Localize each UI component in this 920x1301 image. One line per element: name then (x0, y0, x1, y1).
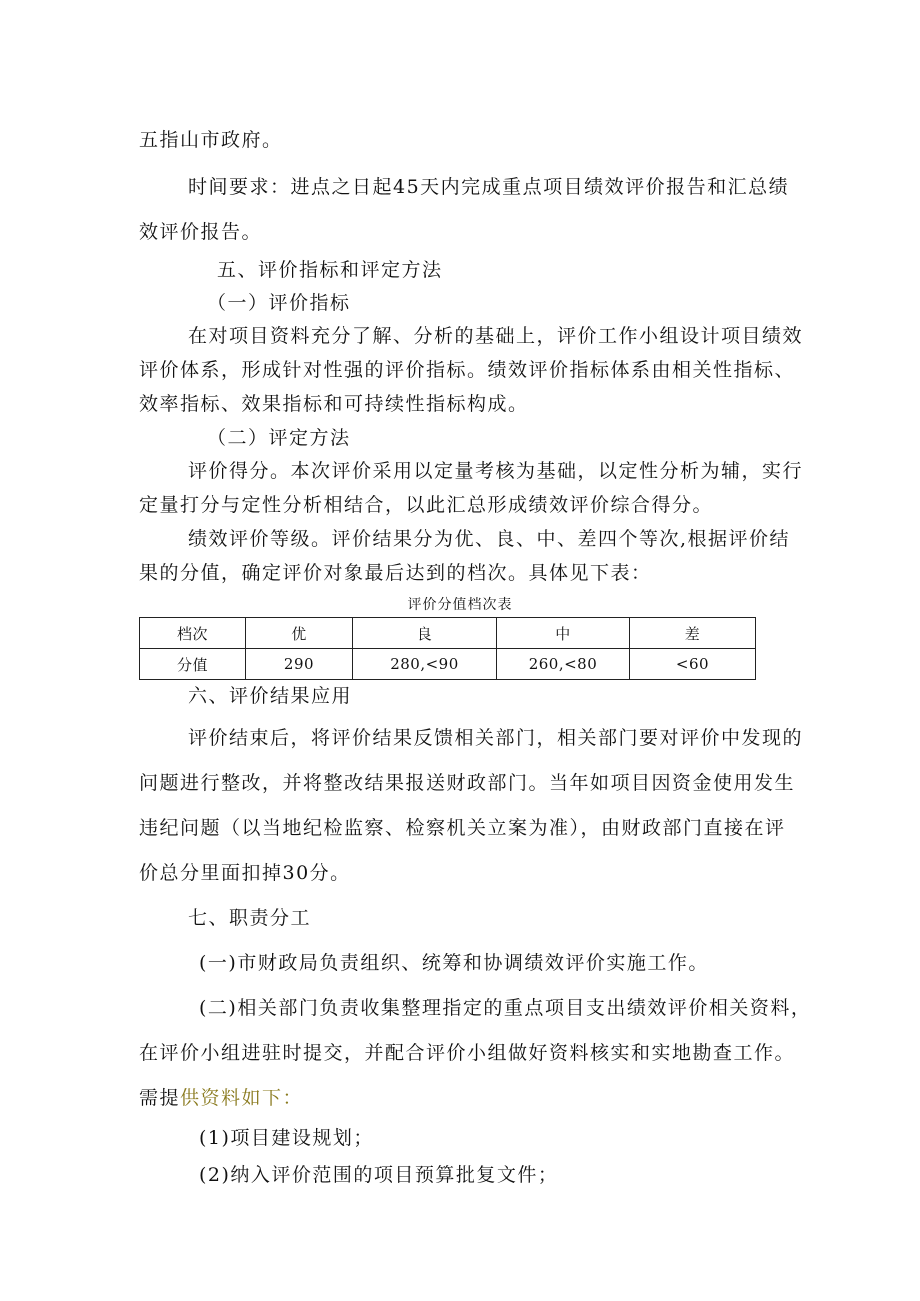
text-segment: 需提 (139, 1087, 181, 1109)
paragraph-line: 违纪问题（以当地纪检监察、检察机关立案为准），由财政部门直接在评 (139, 817, 786, 839)
paragraph-line: 价总分里面扣掉30分。 (139, 862, 351, 884)
paragraph-line: 效评价报告。 (139, 221, 263, 243)
section-heading: 五、评价指标和评定方法 (217, 259, 443, 281)
paragraph-line: 定量打分与定性分析相结合，以此汇总形成绩效评价综合得分。 (139, 494, 714, 516)
table-cell: 260,<80 (497, 649, 630, 680)
table-cell: 分值 (140, 649, 246, 680)
paragraph-line: 评价体系，形成针对性强的评价指标。绩效评价指标体系由相关性指标、 (139, 359, 796, 381)
table-cell: 290 (246, 649, 353, 680)
grade-table (139, 617, 756, 680)
paragraph-line: 在对项目资料充分了解、分析的基础上，评价工作小组设计项目绩效 (188, 325, 804, 347)
paragraph-line: 效率指标、效果指标和可持续性指标构成。 (139, 393, 529, 415)
paragraph-line: 评价得分。本次评价采用以定量考核为基础，以定性分析为辅，实行 (188, 460, 804, 482)
paragraph-line: 在评价小组进驻时提交，并配合评价小组做好资料核实和实地勘查工作。 (139, 1042, 796, 1064)
paragraph-line: (一)市财政局负责组织、统筹和协调绩效评价实施工作。 (199, 952, 709, 974)
paragraph-line: 评价结束后，将评价结果反馈相关部门，相关部门要对评价中发现的 (188, 727, 804, 749)
paragraph-line: 绩效评价等级。评价结果分为优、良、中、差四个等次,根据评价结 (188, 528, 791, 550)
table-header-row (140, 618, 756, 649)
table-cell: <60 (630, 649, 756, 680)
table-row (140, 649, 756, 680)
subsection-heading: （二）评定方法 (207, 427, 351, 449)
subsection-heading: （一）评价指标 (207, 292, 351, 314)
table-cell: 优 (246, 618, 353, 649)
table-cell: 良 (353, 618, 497, 649)
paragraph-line: 果的分值，确定评价对象最后达到的档次。具体见下表： (139, 562, 652, 584)
highlighted-text: 供资料如下： (180, 1087, 304, 1109)
paragraph-line: (二)相关部门负责收集整理指定的重点项目支出绩效评价相关资料， (199, 997, 812, 1019)
paragraph-line: 时间要求：进点之日起45天内完成重点项目绩效评价报告和汇总绩 (188, 176, 790, 198)
table-cell: 差 (630, 618, 756, 649)
table-cell: 280,<90 (353, 649, 497, 680)
list-item: (1)项目建设规划； (199, 1127, 374, 1149)
list-item: (2)纳入评价范围的项目预算批复文件； (199, 1164, 559, 1186)
table-cell: 中 (497, 618, 630, 649)
paragraph-line (139, 1086, 303, 1110)
section-heading: 六、评价结果应用 (188, 685, 353, 707)
paragraph-line: 五指山市政府。 (139, 129, 283, 151)
table-cell: 档次 (140, 618, 246, 649)
paragraph-line: 问题进行整改，并将整改结果报送财政部门。当年如项目因资金使用发生 (139, 772, 796, 794)
section-heading: 七、职责分工 (188, 907, 312, 929)
table-caption: 评价分值档次表 (407, 597, 513, 613)
